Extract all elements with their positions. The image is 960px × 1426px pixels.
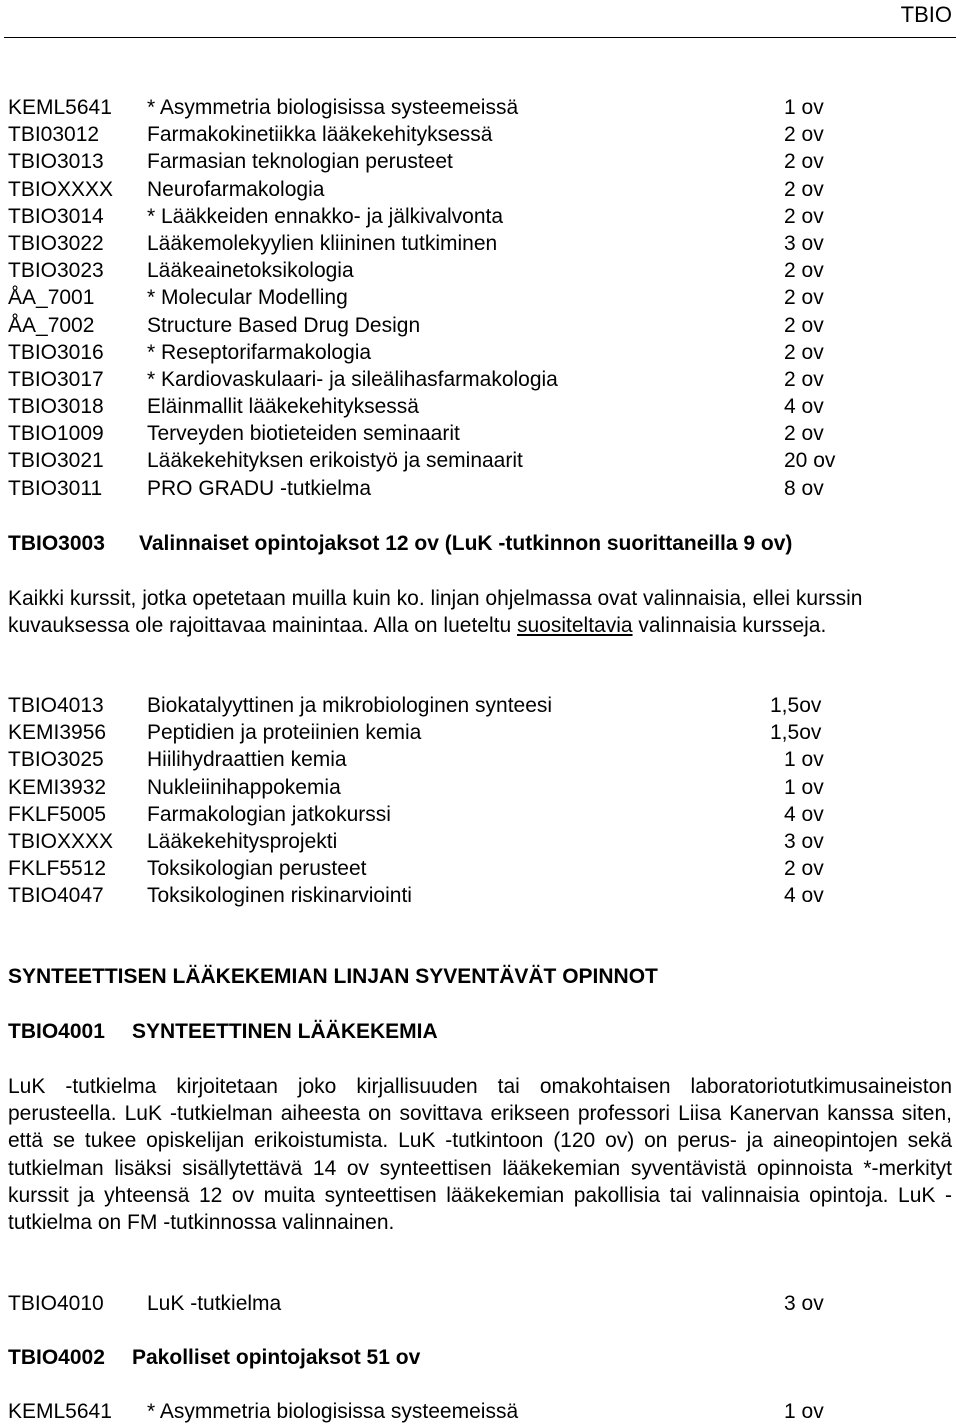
course-code: TBI03012 xyxy=(8,123,100,147)
course-credits: 1,5ov xyxy=(770,721,822,745)
course-name: Peptidien ja proteiinien kemia xyxy=(147,721,422,745)
course-row xyxy=(8,882,948,909)
course-row xyxy=(8,692,948,719)
page-header xyxy=(0,0,960,38)
course-name: Lääkekehitysprojekti xyxy=(147,829,338,853)
course-code: TBIO3023 xyxy=(8,259,104,283)
course-credits: 1 ov xyxy=(784,1400,824,1423)
course-name: * Asymmetria biologisissa systeemeissä xyxy=(147,1400,519,1423)
course-credits: 2 ov xyxy=(784,367,824,391)
course-credits: 2 ov xyxy=(784,340,824,364)
mandatory-heading xyxy=(8,1344,948,1371)
course-row xyxy=(8,94,948,121)
course-row xyxy=(8,257,948,284)
course-list-1 xyxy=(8,94,948,502)
course-name: * Molecular Modelling xyxy=(147,286,348,310)
course-name: Hiilihydraattien kemia xyxy=(147,748,347,772)
optional-intro-underlined: suositeltavia xyxy=(516,614,633,638)
course-row xyxy=(8,828,948,855)
course-name: Biokatalyyttinen ja mikrobiologinen synteesi xyxy=(147,694,553,717)
course-credits: 4 ov xyxy=(784,395,824,419)
course-code: TBIO3022 xyxy=(8,231,104,255)
course-credits: 2 ov xyxy=(784,204,824,228)
course-row xyxy=(8,339,948,366)
course-name: Neurofarmakologia xyxy=(147,177,325,201)
optional-heading xyxy=(8,530,948,557)
course-credits: 2 ov xyxy=(784,422,824,446)
thesis-row xyxy=(8,1290,948,1317)
course-code: TBIOXXXX xyxy=(8,177,114,201)
course-code: KEML5641 xyxy=(8,1400,112,1423)
course-code: TBIO3014 xyxy=(8,204,104,228)
course-list-2 xyxy=(8,692,948,910)
course-credits: 2 ov xyxy=(784,286,824,310)
course-name: Toksikologian perusteet xyxy=(147,857,367,881)
course-name: PRO GRADU -tutkielma xyxy=(147,476,372,500)
course-code: TBIO4013 xyxy=(8,694,104,717)
course-row xyxy=(8,284,948,311)
course-credits: 2 ov xyxy=(784,123,824,147)
course-credits: 2 ov xyxy=(784,313,824,337)
course-name: Eläinmallit lääkekehityksessä xyxy=(147,395,419,419)
course-credits: 4 ov xyxy=(784,802,824,826)
course-name: Nukleiinihappokemia xyxy=(147,775,341,799)
course-name: Farmasian teknologian perusteet xyxy=(147,150,453,174)
course-code: TBIO4047 xyxy=(8,884,104,908)
course-credits: 20 ov xyxy=(784,449,836,473)
course-row xyxy=(8,447,948,474)
course-credits: 2 ov xyxy=(784,259,824,283)
mandatory-title: Pakolliset opintojaksot 51 ov xyxy=(132,1346,421,1369)
course-row xyxy=(8,420,948,447)
optional-title: Valinnaiset opintojaksot 12 ov (LuK -tutkinnon suorittaneilla 9 ov) xyxy=(139,532,793,555)
course-code: TBIO4010 xyxy=(8,1292,104,1315)
course-name: Structure Based Drug Design xyxy=(147,313,421,337)
optional-intro xyxy=(8,585,952,639)
course-name: Toksikologinen riskinarviointi xyxy=(147,884,412,908)
course-name: * Lääkkeiden ennakko- ja jälkivalvonta xyxy=(147,204,504,228)
course-code: KEMI3932 xyxy=(8,775,107,799)
course-credits: 2 ov xyxy=(784,150,824,174)
optional-intro-text: Kaikki kurssit, jotka opetetaan muilla kuin ko. linjan ohjelmassa ovat valinnaisia, ellei kurssin kuvauksessa ole rajoittavaa mainintaa. Alla on lueteltu xyxy=(8,587,863,638)
course-credits: 4 ov xyxy=(784,884,824,908)
course-credits: 8 ov xyxy=(784,476,824,500)
course-credits: 3 ov xyxy=(784,231,824,255)
course-row xyxy=(8,366,948,393)
course-name: Lääkeainetoksikologia xyxy=(147,259,354,283)
course-code: KEMI3956 xyxy=(8,721,107,745)
course-credits: 2 ov xyxy=(784,177,824,201)
course-code: TBIO3017 xyxy=(8,367,104,391)
subsection-code: TBIO4001 xyxy=(8,1020,105,1043)
course-row xyxy=(8,121,948,148)
course-code: TBIO3011 xyxy=(8,476,103,500)
course-row xyxy=(8,746,948,773)
course-credits: 3 ov xyxy=(784,1292,824,1315)
course-credits: 1 ov xyxy=(784,748,824,772)
course-name: * Kardiovaskulaari- ja sileälihasfarmakologia xyxy=(147,367,558,391)
thesis-paragraph: LuK -tutkielma kirjoitetaan joko kirjallisuuden tai omakohtaisen laboratoriotutkimusaineiston perusteella. LuK -tutkielman aiheesta on sovittava erikseen professori Liisa Kanervan kanssa siten, että se tukee opiskelijan erikoistumista. LuK -tutkintoon (120 ov) on perus- ja aineopintojen sekä tutkielman lisäksi sisällytettävä 14 ov synteettisen lääkekemian syventävistä opinnoista *-merkityt kurssit ja yhteensä 12 ov muita synteettisen lääkekemian pakollisia tai valinnaisia opintoja. LuK -tutkielma on FM -tutkinnossa valinnainen. xyxy=(8,1075,952,1235)
course-code: TBIO3013 xyxy=(8,150,104,174)
course-name: LuK -tutkielma xyxy=(147,1292,282,1315)
course-name: * Reseptorifarmakologia xyxy=(147,340,372,364)
course-code: TBIO3018 xyxy=(8,395,104,419)
course-code: TBIOXXXX xyxy=(8,829,114,853)
course-row xyxy=(8,148,948,175)
course-credits: 1 ov xyxy=(784,775,824,799)
course-name: Farmakokinetiikka lääkekehityksessä xyxy=(147,123,493,147)
course-code: TBIO3025 xyxy=(8,748,104,772)
course-code: FKLF5512 xyxy=(8,857,107,881)
subsection-heading xyxy=(8,1018,948,1045)
mandatory-code: TBIO4002 xyxy=(8,1346,105,1369)
course-row xyxy=(8,475,948,502)
course-name: * Asymmetria biologisissa systeemeissä xyxy=(147,96,519,119)
course-row xyxy=(8,1398,948,1425)
course-credits: 3 ov xyxy=(784,829,824,853)
subsection-title: SYNTEETTINEN LÄÄKEKEMIA xyxy=(132,1020,438,1043)
course-code: KEML5641 xyxy=(8,96,112,119)
course-credits: 1,5ov xyxy=(770,694,822,717)
optional-code: TBIO3003 xyxy=(8,532,105,555)
course-row xyxy=(8,203,948,230)
course-code: ÅA_7002 xyxy=(8,313,95,337)
course-code: FKLF5005 xyxy=(8,802,107,826)
course-code: TBIO3021 xyxy=(8,449,104,473)
course-name: Terveyden biotieteiden seminaarit xyxy=(147,422,460,446)
course-row xyxy=(8,176,948,203)
course-name: Lääkekehityksen erikoistyö ja seminaarit xyxy=(147,449,523,473)
course-code: TBIO1009 xyxy=(8,422,104,446)
optional-intro-text-end: valinnaisia kursseja. xyxy=(632,614,827,638)
course-code: TBIO3016 xyxy=(8,340,104,364)
course-row xyxy=(8,774,948,801)
course-row xyxy=(8,393,948,420)
header-rule xyxy=(4,37,956,38)
course-code: ÅA_7001 xyxy=(8,286,95,310)
course-name: Lääkemolekyylien kliininen tutkiminen xyxy=(147,231,498,255)
header-title: TBIO xyxy=(900,2,952,27)
course-credits: 2 ov xyxy=(784,857,824,881)
course-row xyxy=(8,801,948,828)
course-row xyxy=(8,719,948,746)
course-credits: 1 ov xyxy=(784,96,824,119)
course-row xyxy=(8,1290,948,1317)
course-row xyxy=(8,312,948,339)
course-row xyxy=(8,230,948,257)
course-name: Farmakologian jatkokurssi xyxy=(147,802,391,826)
course-row xyxy=(8,855,948,882)
section-heading: SYNTEETTISEN LÄÄKEKEMIAN LINJAN SYVENTÄVÄT OPINNOT xyxy=(8,965,658,988)
course-list-3 xyxy=(8,1398,948,1425)
